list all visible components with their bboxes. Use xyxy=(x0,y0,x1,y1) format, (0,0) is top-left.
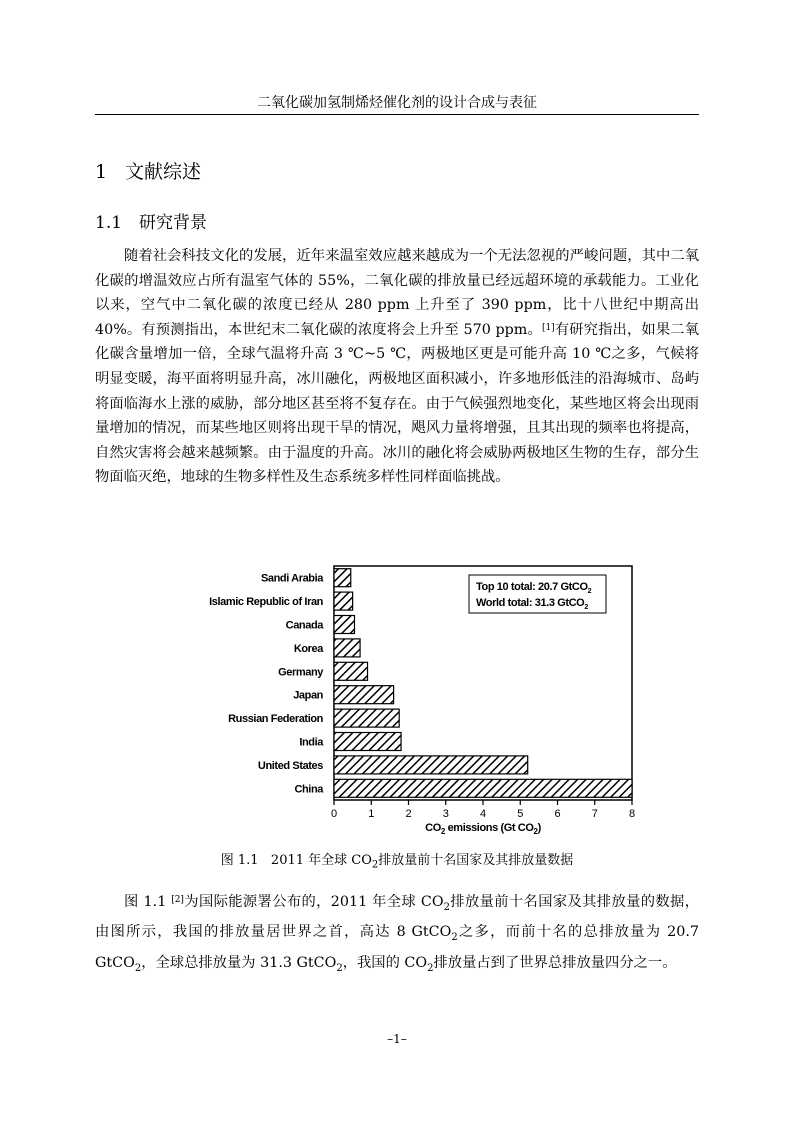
category-label: United States xyxy=(257,759,323,772)
p2-c: 排放量前十名国家及其排放量的数据，由图所示，我国的排放量居世界之首，高达 8 GtCO xyxy=(95,894,699,941)
bar-islamic-republic-of-iran xyxy=(334,592,353,610)
bar-canada xyxy=(334,616,354,634)
paragraph-background xyxy=(95,244,699,490)
bar-united-states xyxy=(334,756,528,774)
header-rule xyxy=(95,114,699,115)
bar-russian-federation xyxy=(334,709,399,727)
running-header: 二氧化碳加氢制烯烃催化剂的设计合成与表征 xyxy=(257,95,537,111)
x-tick-label: 4 xyxy=(479,808,487,820)
caption-text-a: 2011 年全球 CO xyxy=(270,853,372,868)
category-label: Japan xyxy=(293,689,323,702)
subsection-title: 研究背景 xyxy=(139,213,207,233)
x-tick-label: 2 xyxy=(405,808,412,820)
x-tick-label: 0 xyxy=(330,808,338,820)
p2-b-sub: 2 xyxy=(443,901,450,913)
figure-caption xyxy=(95,849,699,871)
category-label: Germany xyxy=(278,666,323,679)
x-tick-label: 1 xyxy=(368,808,375,820)
p2-d-sub: 2 xyxy=(134,962,142,974)
category-label: China xyxy=(294,783,323,796)
x-axis-label-b: emissions (Gt CO xyxy=(444,822,534,834)
bar-india xyxy=(334,733,401,751)
paragraph-text-cont: 有研究指出，如果二氧化碳含量增加一倍，全球气温将升高 3 ℃~5 ℃，两极地区更是可能升高 10 ℃之多，气候将明显变暖，海平面将明显升高，冰川融化，两极地区面积减小，许多地形低洼的沿海城市、岛屿将面临海水上涨的威胁，部分地区甚至将不复存在。由于气候强烈地变化，某些地区将会出现雨量增加的情况，而某些地区则将出现干旱的情况，飓风力量将增强，且其出现的频率也将提高，自然灾害将会越来越频繁。由于温度的升高。冰川的融化将会威胁两极地区生物的生存，部分生物面临灭绝，地球的生物多样性及生态系统多样性同样面临挑战。 xyxy=(95,321,700,486)
x-axis-label xyxy=(425,822,541,836)
category-label: Korea xyxy=(293,642,323,655)
p2-b: 为国际能源署公布的，2011 年全球 CO xyxy=(183,894,444,910)
p2-c-sub: 2 xyxy=(451,932,458,944)
category-label: Islamic Republic of Iran xyxy=(209,596,323,609)
p2-a: 图 1.1 xyxy=(124,894,172,910)
category-label: Russian Federation xyxy=(228,713,323,726)
p2-e-sub: 2 xyxy=(336,962,343,974)
category-label: Canada xyxy=(285,619,323,632)
category-label: India xyxy=(299,736,323,749)
x-tick-label: 3 xyxy=(442,808,449,820)
subsection-number: 1.1 xyxy=(95,213,123,233)
caption-text-b: 排放量前十名国家及其排放量数据 xyxy=(378,853,574,868)
citation-ref[interactable]: [2] xyxy=(171,895,184,905)
x-axis-label-c: ) xyxy=(537,822,541,834)
subsection-heading xyxy=(95,208,207,233)
legend-box xyxy=(469,575,606,613)
category-label: Sandi Arabia xyxy=(260,572,323,585)
p2-d: 之多，而前十名的总排放量为 20.7 GtCO xyxy=(95,924,699,971)
legend-world: World total: 31.3 GtCO$_2$ xyxy=(476,597,588,611)
section-heading xyxy=(95,157,201,184)
x-tick-label: 6 xyxy=(554,808,561,820)
section-title: 文献综述 xyxy=(125,161,202,183)
paragraph-text: 随着社会科技文化的发展，近年来温室效应越来越成为一个无法忽视的严峻问题，其中二氧化碳的增温效应占所有温室气体的 55%，二氧化碳的排放量已经远超环境的承载能力。工业化以来，空气中二氧化碳的浓度已经从 280 ppm 上升至了 390 ppm，比十八世纪中期高出 40%。有预测指出，本世纪末二氧化碳的浓度将会上升至 570 ppm。 xyxy=(95,248,699,338)
x-tick-label: 8 xyxy=(628,808,636,820)
p2-g: 排放量占到了世界总排放量四分之一。 xyxy=(433,954,677,971)
x-tick-label: 5 xyxy=(517,808,524,820)
bar-china xyxy=(334,779,632,797)
bar-japan xyxy=(334,686,394,704)
legend-top10: Top 10 total: 20.7 GtCO$_2$ xyxy=(476,581,592,595)
x-tick-label: 7 xyxy=(591,808,598,820)
section-number: 1 xyxy=(95,161,108,183)
p2-f-sub: 2 xyxy=(427,962,434,974)
bar-germany xyxy=(334,662,368,680)
paragraph-figure-discussion xyxy=(95,890,699,981)
citation-ref[interactable]: [1] xyxy=(541,322,555,333)
bar-sandi-arabia xyxy=(334,569,351,587)
co2-emissions-bar-chart xyxy=(190,555,650,840)
x-axis-label-a: CO xyxy=(425,822,441,834)
bar-korea xyxy=(334,639,360,657)
x-axis-label-sub2: 2 xyxy=(533,827,538,836)
p2-e: ，全球总排放量为 31.3 GtCO xyxy=(141,954,337,971)
x-axis-label-sub: 2 xyxy=(440,827,445,836)
page-number: –1– xyxy=(387,1032,407,1046)
caption-label: 图 1.1 xyxy=(220,853,259,868)
p2-f: ，我国的 CO xyxy=(342,954,428,971)
caption-sub: 2 xyxy=(371,859,379,871)
